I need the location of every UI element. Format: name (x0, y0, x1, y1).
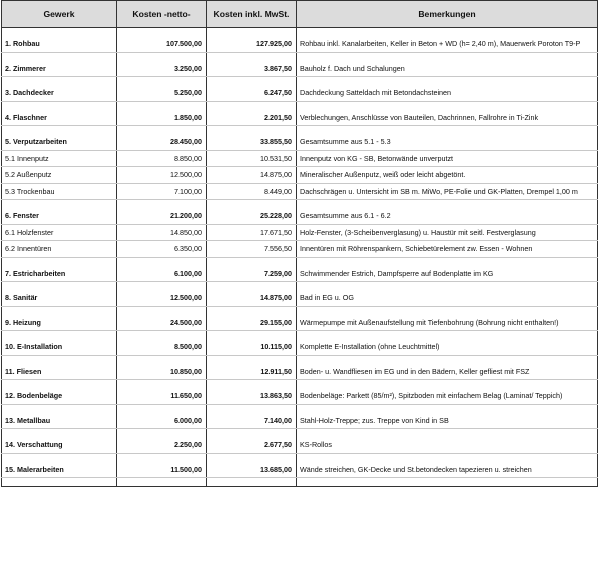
brutto-cell: 10.531,50 (207, 150, 297, 167)
empty-cell (207, 282, 297, 291)
empty-cell (207, 77, 297, 86)
empty-cell (117, 101, 207, 110)
gewerk-cell: 5. Verputzarbeiten (2, 134, 117, 150)
brutto-cell: 33.855,50 (207, 134, 297, 150)
spacer-row (2, 355, 598, 364)
gewerk-cell: 14. Verschattung (2, 437, 117, 453)
brutto-cell: 127.925,00 (207, 36, 297, 52)
note-cell: Wände streichen, GK-Decke und St.betondecken tapezieren u. streichen (297, 462, 598, 478)
empty-cell (297, 478, 598, 487)
empty-cell (297, 404, 598, 413)
brutto-cell: 8.449,00 (207, 183, 297, 200)
netto-cell: 6.100,00 (117, 266, 207, 282)
empty-cell (297, 331, 598, 340)
empty-cell (207, 453, 297, 462)
spacer-row (2, 429, 598, 438)
empty-cell (207, 200, 297, 209)
note-cell: Bodenbeläge: Parkett (85/m²), Spitzboden mit einfachem Belag (Laminat/ Teppich) (297, 388, 598, 404)
netto-cell: 1.850,00 (117, 110, 207, 126)
gewerk-cell: 5.2 Außenputz (2, 167, 117, 184)
brutto-cell: 12.911,50 (207, 364, 297, 380)
empty-cell (297, 52, 598, 61)
note-cell: Holz-Fenster, (3-Scheibenverglasung) u. Haustür mit seitl. Festverglasung (297, 224, 598, 241)
netto-cell: 8.850,00 (117, 150, 207, 167)
empty-cell (2, 453, 117, 462)
sub-row (2, 150, 598, 167)
empty-cell (117, 306, 207, 315)
empty-cell (207, 331, 297, 340)
brutto-cell: 14.875,00 (207, 290, 297, 306)
empty-cell (207, 404, 297, 413)
empty-cell (297, 200, 598, 209)
empty-cell (2, 126, 117, 135)
brutto-cell: 14.875,00 (207, 167, 297, 184)
netto-cell: 5.250,00 (117, 85, 207, 101)
empty-cell (117, 355, 207, 364)
gewerk-cell: 6.1 Holzfenster (2, 224, 117, 241)
empty-cell (2, 355, 117, 364)
netto-cell: 6.000,00 (117, 413, 207, 429)
empty-cell (117, 478, 207, 487)
empty-cell (207, 478, 297, 487)
empty-cell (2, 478, 117, 487)
empty-cell (117, 28, 207, 37)
brutto-cell: 25.228,00 (207, 208, 297, 224)
note-cell: Boden- u. Wandfliesen im EG und in den Bädern, Keller gefliest mit FSZ (297, 364, 598, 380)
gewerk-cell: 5.1 Innenputz (2, 150, 117, 167)
table-row (2, 437, 598, 453)
empty-cell (2, 28, 117, 37)
gewerk-cell: 3. Dachdecker (2, 85, 117, 101)
empty-cell (2, 77, 117, 86)
gewerk-cell: 7. Estricharbeiten (2, 266, 117, 282)
note-cell: Dachschrägen u. Untersicht im SB m. MiWo, PE-Folie und GK-Platten, Drempel 1,00 m (297, 183, 598, 200)
empty-cell (2, 306, 117, 315)
brutto-cell: 13.863,50 (207, 388, 297, 404)
note-cell: Innenputz von KG - SB, Betonwände unverputzt (297, 150, 598, 167)
header-row (2, 1, 598, 28)
spacer-row (2, 306, 598, 315)
empty-cell (2, 52, 117, 61)
table-row (2, 462, 598, 478)
brutto-cell: 7.140,00 (207, 413, 297, 429)
table-row (2, 266, 598, 282)
table-row (2, 315, 598, 331)
gewerk-cell: 4. Flaschner (2, 110, 117, 126)
empty-cell (207, 380, 297, 389)
empty-cell (117, 404, 207, 413)
spacer-row (2, 200, 598, 209)
gewerk-cell: 10. E-Installation (2, 339, 117, 355)
empty-cell (2, 200, 117, 209)
brutto-cell: 6.247,50 (207, 85, 297, 101)
empty-cell (2, 429, 117, 438)
note-cell: Verblechungen, Anschlüsse von Bauteilen, Dachrinnen, Fallrohre in Ti-Zink (297, 110, 598, 126)
empty-cell (117, 52, 207, 61)
note-cell: Dachdeckung Satteldach mit Betondachsteinen (297, 85, 598, 101)
empty-cell (117, 380, 207, 389)
note-cell: Bad in EG u. OG (297, 290, 598, 306)
empty-cell (207, 355, 297, 364)
netto-cell: 11.650,00 (117, 388, 207, 404)
gewerk-cell: 13. Metallbau (2, 413, 117, 429)
netto-cell: 12.500,00 (117, 167, 207, 184)
netto-cell: 6.350,00 (117, 241, 207, 258)
empty-cell (117, 200, 207, 209)
note-cell: Komplette E-Installation (ohne Leuchtmittel) (297, 339, 598, 355)
empty-cell (2, 101, 117, 110)
netto-cell: 12.500,00 (117, 290, 207, 306)
empty-cell (2, 257, 117, 266)
note-cell: Wärmepumpe mit Außenaufstellung mit Tiefenbohrung (Bohrung nicht enthalten!) (297, 315, 598, 331)
gewerk-cell: 8. Sanitär (2, 290, 117, 306)
spacer-row (2, 404, 598, 413)
note-cell: Gesamtsumme aus 6.1 - 6.2 (297, 208, 598, 224)
empty-cell (297, 101, 598, 110)
brutto-cell: 7.259,00 (207, 266, 297, 282)
header-gewerk: Gewerk (2, 1, 117, 28)
spacer-row (2, 52, 598, 61)
empty-cell (117, 257, 207, 266)
empty-cell (297, 77, 598, 86)
table-body (2, 28, 598, 487)
empty-cell (117, 429, 207, 438)
spacer-row (2, 380, 598, 389)
brutto-cell: 2.677,50 (207, 437, 297, 453)
table-row (2, 339, 598, 355)
empty-cell (297, 355, 598, 364)
empty-cell (117, 77, 207, 86)
empty-cell (207, 257, 297, 266)
table-row (2, 290, 598, 306)
empty-cell (297, 126, 598, 135)
netto-cell: 21.200,00 (117, 208, 207, 224)
empty-cell (207, 101, 297, 110)
empty-cell (117, 453, 207, 462)
netto-cell: 3.250,00 (117, 61, 207, 77)
table-row (2, 36, 598, 52)
note-cell: Schwimmender Estrich, Dampfsperre auf Bodenplatte im KG (297, 266, 598, 282)
spacer-row (2, 28, 598, 37)
spacer-row (2, 257, 598, 266)
table-row (2, 413, 598, 429)
empty-cell (297, 453, 598, 462)
brutto-cell: 3.867,50 (207, 61, 297, 77)
netto-cell: 28.450,00 (117, 134, 207, 150)
table-row (2, 388, 598, 404)
spacer-row (2, 453, 598, 462)
note-cell: Rohbau inkl. Kanalarbeiten, Keller in Beton + WD (h= 2,40 m), Mauerwerk Poroton T9-P (297, 36, 598, 52)
brutto-cell: 10.115,00 (207, 339, 297, 355)
empty-cell (207, 306, 297, 315)
gewerk-cell: 6. Fenster (2, 208, 117, 224)
table-row (2, 364, 598, 380)
gewerk-cell: 9. Heizung (2, 315, 117, 331)
empty-cell (297, 257, 598, 266)
table-row (2, 85, 598, 101)
note-cell: Gesamtsumme aus 5.1 - 5.3 (297, 134, 598, 150)
table-row (2, 208, 598, 224)
spacer-row (2, 126, 598, 135)
netto-cell: 24.500,00 (117, 315, 207, 331)
gewerk-cell: 11. Fliesen (2, 364, 117, 380)
empty-cell (117, 126, 207, 135)
netto-cell: 7.100,00 (117, 183, 207, 200)
note-cell: KS-Rollos (297, 437, 598, 453)
note-cell: Bauholz f. Dach und Schalungen (297, 61, 598, 77)
empty-cell (2, 404, 117, 413)
brutto-cell: 17.671,50 (207, 224, 297, 241)
spacer-row (2, 77, 598, 86)
empty-cell (117, 331, 207, 340)
empty-cell (297, 380, 598, 389)
sub-row (2, 224, 598, 241)
gewerk-cell: 15. Malerarbeiten (2, 462, 117, 478)
empty-cell (207, 28, 297, 37)
netto-cell: 14.850,00 (117, 224, 207, 241)
empty-cell (2, 282, 117, 291)
brutto-cell: 13.685,00 (207, 462, 297, 478)
table-row (2, 110, 598, 126)
empty-cell (207, 126, 297, 135)
empty-cell (297, 28, 598, 37)
empty-cell (207, 52, 297, 61)
empty-cell (297, 306, 598, 315)
empty-cell (207, 429, 297, 438)
netto-cell: 2.250,00 (117, 437, 207, 453)
spacer-row (2, 331, 598, 340)
sub-row (2, 167, 598, 184)
empty-cell (297, 282, 598, 291)
header-netto: Kosten -netto- (117, 1, 207, 28)
spacer-row (2, 478, 598, 487)
sub-row (2, 241, 598, 258)
brutto-cell: 29.155,00 (207, 315, 297, 331)
netto-cell: 10.850,00 (117, 364, 207, 380)
netto-cell: 11.500,00 (117, 462, 207, 478)
spacer-row (2, 282, 598, 291)
gewerk-cell: 12. Bodenbeläge (2, 388, 117, 404)
brutto-cell: 7.556,50 (207, 241, 297, 258)
note-cell: Innentüren mit Röhrenspankern, Schiebetürelement zw. Essen - Wohnen (297, 241, 598, 258)
header-bemerkungen: Bemerkungen (297, 1, 598, 28)
note-cell: Stahl-Holz-Treppe; zus. Treppe von Kind in SB (297, 413, 598, 429)
spacer-row (2, 101, 598, 110)
gewerk-cell: 2. Zimmerer (2, 61, 117, 77)
empty-cell (2, 380, 117, 389)
header-brutto: Kosten inkl. MwSt. (207, 1, 297, 28)
netto-cell: 8.500,00 (117, 339, 207, 355)
sub-row (2, 183, 598, 200)
table-row (2, 61, 598, 77)
netto-cell: 107.500,00 (117, 36, 207, 52)
empty-cell (2, 331, 117, 340)
empty-cell (297, 429, 598, 438)
gewerk-cell: 5.3 Trockenbau (2, 183, 117, 200)
note-cell: Mineralischer Außenputz, weiß oder leicht abgetönt. (297, 167, 598, 184)
table-row (2, 134, 598, 150)
gewerk-cell: 1. Rohbau (2, 36, 117, 52)
cost-table (1, 0, 598, 487)
gewerk-cell: 6.2 Innentüren (2, 241, 117, 258)
empty-cell (117, 282, 207, 291)
brutto-cell: 2.201,50 (207, 110, 297, 126)
